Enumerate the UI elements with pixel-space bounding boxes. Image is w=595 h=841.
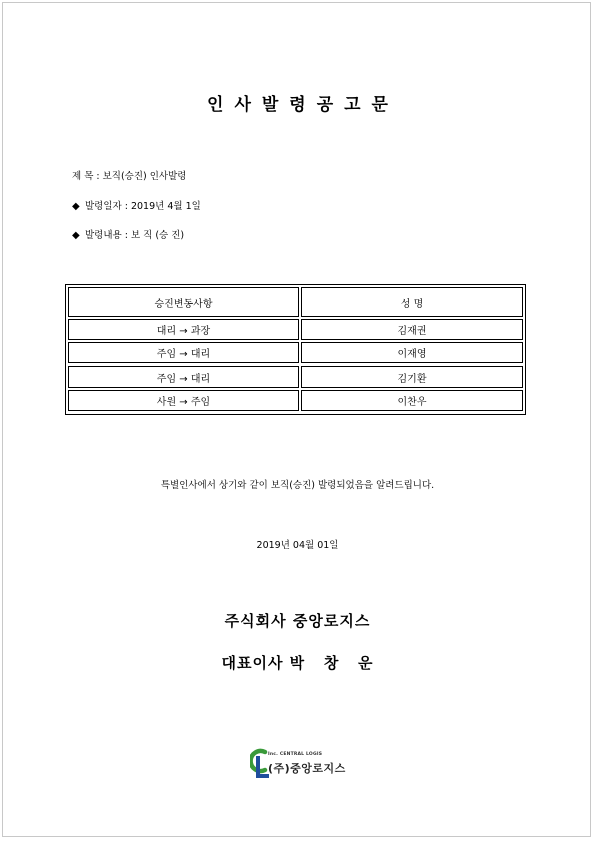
content-line: [72, 227, 184, 241]
table-cell-change: 주임 → 대리: [68, 342, 299, 363]
company-logo: [250, 748, 360, 780]
table-cell-name: 이찬우: [301, 390, 523, 411]
table-cell-name: 김재권: [301, 319, 523, 340]
table-cell-change: 주임 → 대리: [68, 366, 299, 388]
subject-line: 제 목 : 보직(승진) 인사발령: [72, 171, 187, 182]
issue-date: 2019년 04월 01일: [256, 540, 339, 551]
cl-logo-icon: [250, 748, 270, 780]
table-header-name: 성 명: [301, 287, 523, 317]
logo-brand-name: (주)중앙로지스: [268, 762, 346, 775]
date-line: [72, 198, 201, 212]
table-cell-change: 대리 → 과장: [68, 319, 299, 340]
ceo-name: 대표이사 박 창 운: [221, 654, 374, 672]
content-line-text: 발령내용 : 보 직 (승 진): [85, 230, 185, 241]
table-cell-change: 사원 → 주임: [68, 390, 299, 411]
page-title: 인사발령공고문: [207, 95, 399, 115]
promotion-table: [65, 284, 526, 415]
table-header-change: 승진변동사항: [68, 287, 299, 317]
logo-small-text: Inc. CENTRAL LOGIS: [268, 752, 323, 757]
table-cell-name: 이재영: [301, 342, 523, 363]
diamond-bullet-icon: ◆: [72, 201, 80, 212]
company-name: 주식회사 중앙로지스: [224, 612, 371, 630]
date-line-text: 발령일자 : 2019년 4월 1일: [85, 201, 201, 212]
diamond-bullet-icon: ◆: [72, 230, 80, 241]
notice-text: 특별인사에서 상기와 같이 보직(승진) 발령되었음을 알려드립니다.: [160, 480, 435, 491]
page-border: [2, 2, 591, 837]
table-cell-name: 김기환: [301, 366, 523, 388]
